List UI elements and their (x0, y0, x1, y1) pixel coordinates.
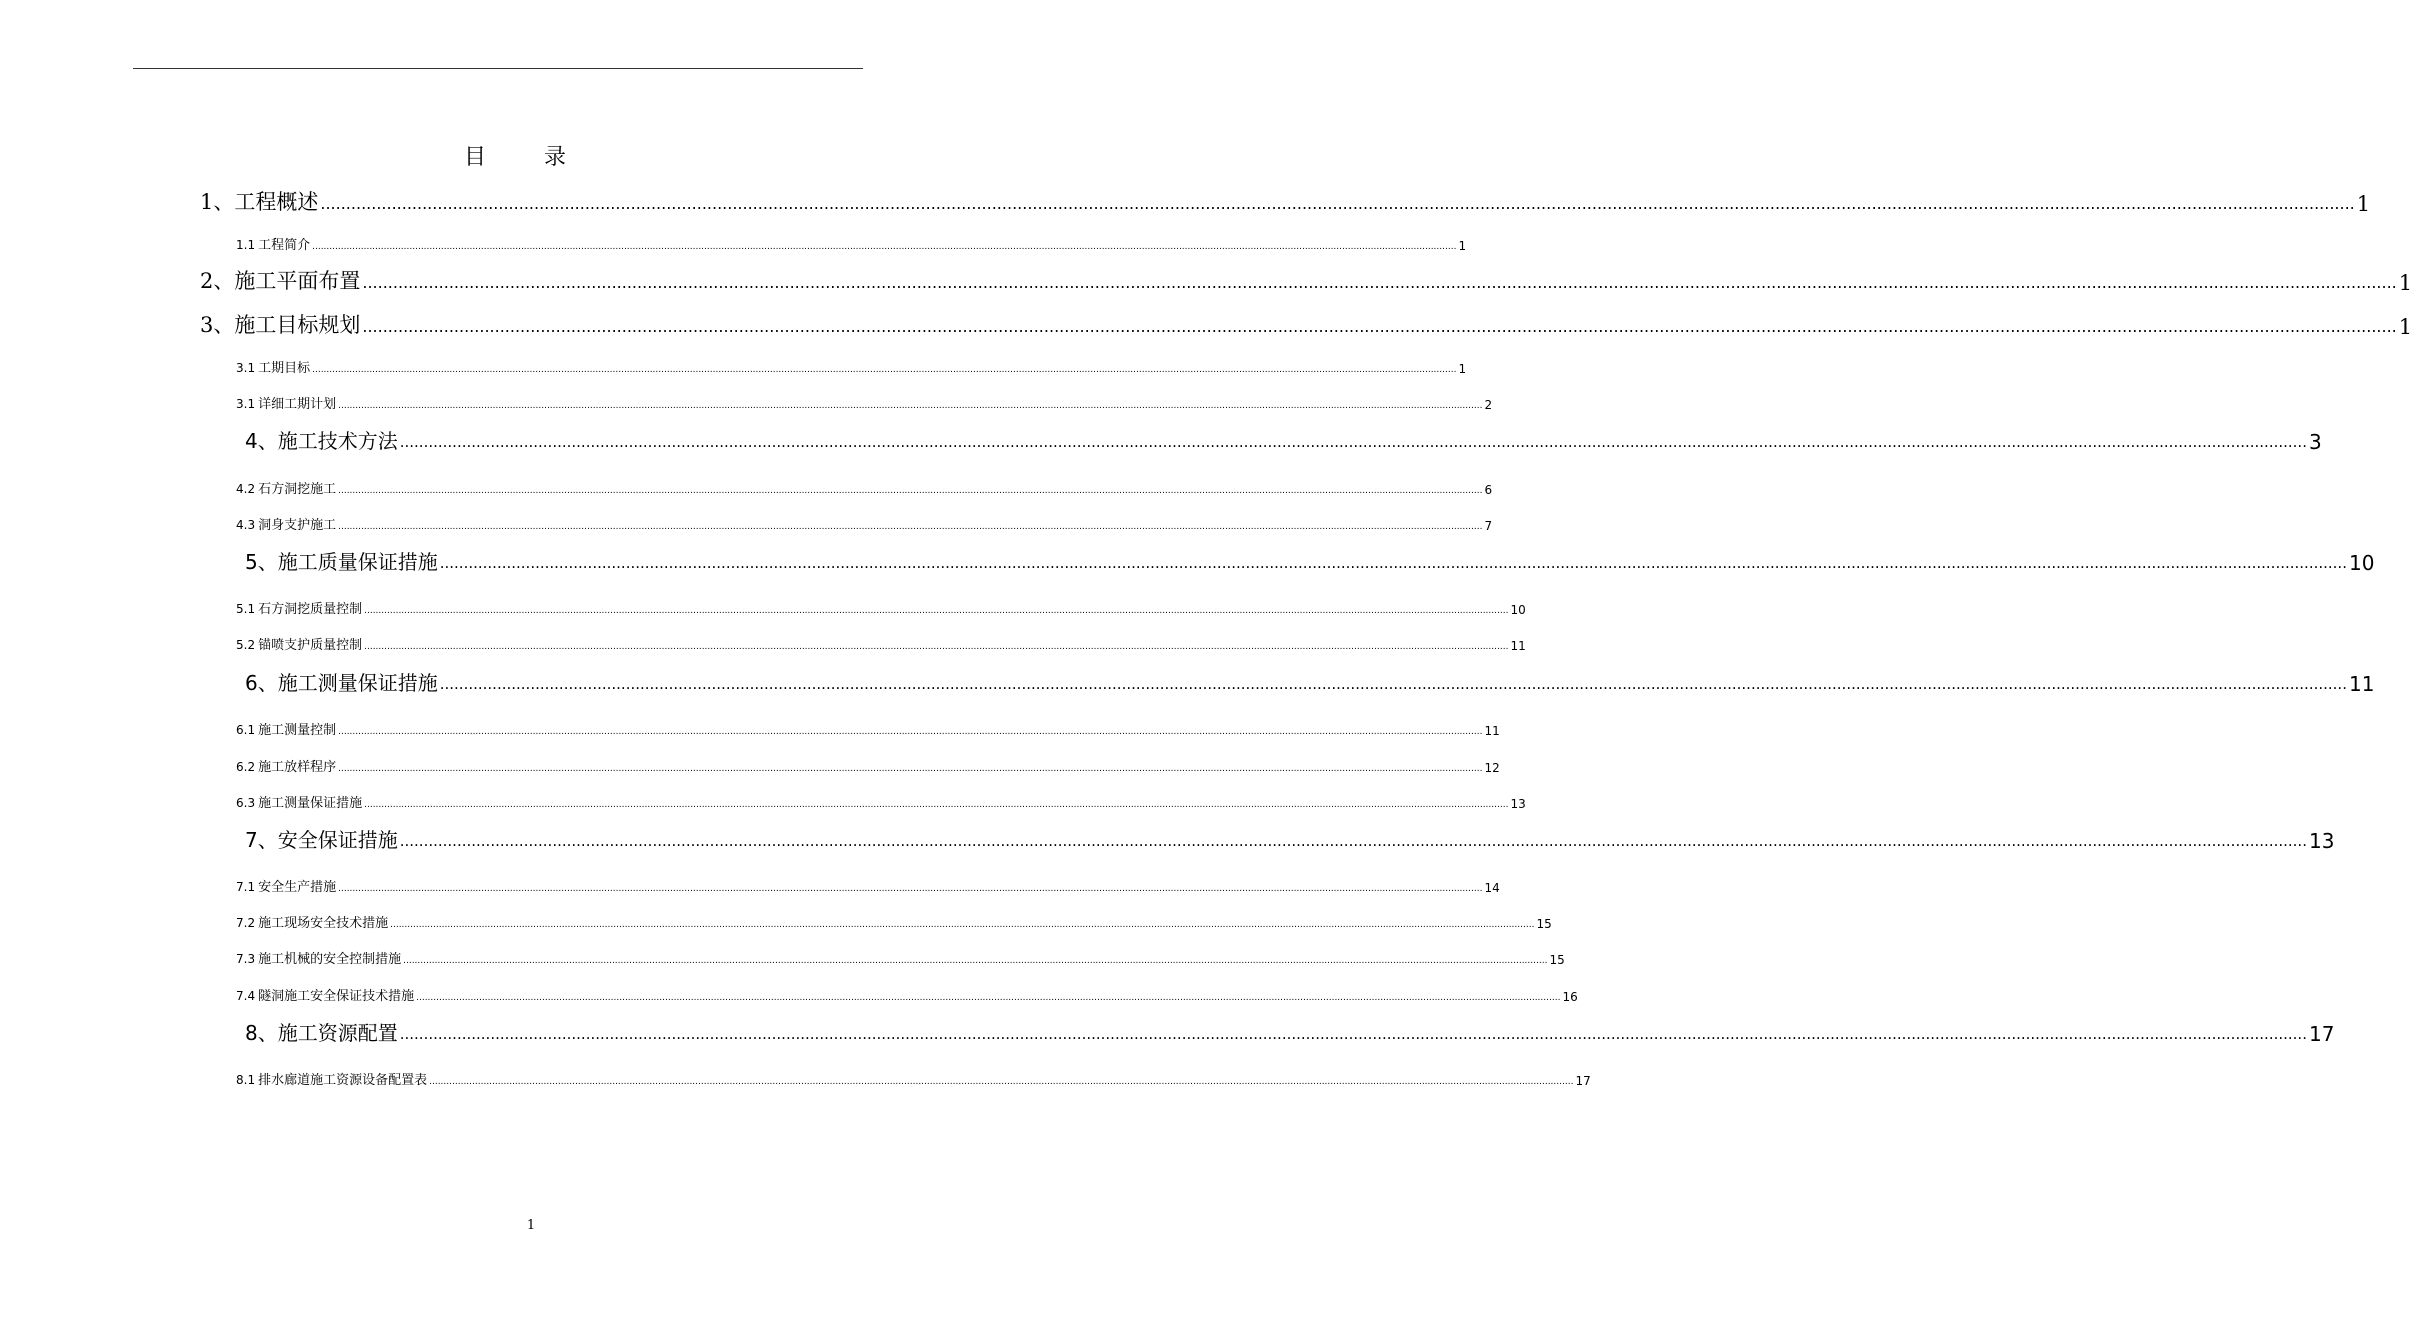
toc-leader: ................................................................................................................................................................................................................................................................................................................................................................................................................ (364, 642, 1509, 652)
toc-leader: ................................................................................................................................................................................................................................................................................................................................................................................................................ (399, 1025, 2307, 1043)
toc-entry-4[interactable] (245, 425, 2322, 454)
toc-text: 施工现场安全技术措施 (258, 916, 389, 931)
toc-page: 10 (1510, 603, 1526, 617)
toc-num: 3、 (200, 313, 235, 337)
toc-leader: ................................................................................................................................................................................................................................................................................................................................................................................................................ (362, 317, 2397, 336)
toc-leader: ................................................................................................................................................................................................................................................................................................................................................................................................................ (320, 194, 2355, 213)
toc-num: 6.3 (236, 796, 256, 810)
toc-page: 1 (1458, 362, 1467, 376)
toc-text: 施工测量控制 (258, 723, 337, 738)
toc-page: 1 (2356, 192, 2371, 216)
toc-entry-4-2[interactable] (236, 478, 1493, 497)
toc-text: 施工技术方法 (277, 429, 398, 453)
toc-entry-1-1[interactable] (236, 234, 1467, 253)
toc-entry-8[interactable] (245, 1017, 2335, 1046)
toc-leader: ................................................................................................................................................................................................................................................................................................................................................................................................................ (312, 242, 1457, 252)
toc-leader: ................................................................................................................................................................................................................................................................................................................................................................................................................ (439, 554, 2347, 572)
toc-entry-1[interactable] (200, 186, 2371, 216)
toc-page: 11 (1484, 724, 1500, 738)
toc-num: 5、 (245, 550, 278, 574)
toc-leader: ................................................................................................................................................................................................................................................................................................................................................................................................................ (364, 606, 1509, 616)
toc-num: 7.2 (236, 916, 256, 930)
toc-num: 1.1 (236, 238, 256, 252)
toc-num: 7.4 (236, 989, 256, 1003)
toc-text: 施工资源配置 (277, 1021, 398, 1045)
toc-page: 11 (1510, 639, 1526, 653)
toc-entry-7-1[interactable] (236, 876, 1500, 895)
toc-num: 5.2 (236, 638, 256, 652)
toc-entry-6-3[interactable] (236, 792, 1526, 811)
toc-num: 1、 (200, 190, 235, 214)
toc-entry-4-3[interactable] (236, 514, 1493, 533)
toc-entry-8-1[interactable] (236, 1069, 1591, 1088)
toc-text: 安全保证措施 (277, 828, 398, 852)
toc-text: 施工放样程序 (258, 760, 337, 775)
toc-text: 施工平面布置 (234, 269, 361, 293)
toc-num: 6.2 (236, 760, 256, 774)
toc-page: 17 (1575, 1074, 1591, 1088)
page-title (0, 140, 1030, 171)
toc-leader: ................................................................................................................................................................................................................................................................................................................................................................................................................ (338, 884, 1483, 894)
toc-leader: ................................................................................................................................................................................................................................................................................................................................................................................................................ (416, 993, 1561, 1003)
toc-page: 2 (1484, 398, 1493, 412)
toc-num: 3.1 (236, 361, 256, 375)
toc-num: 4.2 (236, 482, 256, 496)
header-rule (133, 68, 863, 69)
toc-num: 6.1 (236, 723, 256, 737)
toc-entry-7-3[interactable] (236, 948, 1565, 967)
toc-page: 15 (1536, 917, 1552, 931)
toc-leader: ................................................................................................................................................................................................................................................................................................................................................................................................................ (312, 365, 1457, 375)
toc-entry-3-1b[interactable] (236, 393, 1493, 412)
toc-page: 1 (1458, 239, 1467, 253)
toc-leader: ................................................................................................................................................................................................................................................................................................................................................................................................................ (338, 764, 1483, 774)
toc-page: 17 (2308, 1022, 2335, 1046)
toc-num: 6、 (245, 671, 278, 695)
toc-page: 13 (2308, 829, 2335, 853)
toc-text: 洞身支护施工 (258, 518, 337, 533)
toc-text: 工程简介 (258, 238, 311, 253)
toc-page: 3 (2308, 430, 2322, 454)
toc-num: 8.1 (236, 1073, 256, 1087)
toc-entry-7[interactable] (245, 824, 2335, 853)
toc-num: 4、 (245, 429, 278, 453)
toc-text: 石方洞挖质量控制 (258, 602, 363, 617)
toc-leader: ................................................................................................................................................................................................................................................................................................................................................................................................................ (439, 675, 2347, 693)
toc-leader: ................................................................................................................................................................................................................................................................................................................................................................................................................ (399, 433, 2307, 451)
toc-leader: ................................................................................................................................................................................................................................................................................................................................................................................................................ (338, 401, 1483, 411)
toc-num: 3.1 (236, 397, 256, 411)
toc-text: 安全生产措施 (258, 880, 337, 895)
toc-num: 5.1 (236, 602, 256, 616)
toc-leader: ................................................................................................................................................................................................................................................................................................................................................................................................................ (403, 956, 1548, 966)
page-number: 1 (526, 1218, 536, 1233)
toc-leader: ................................................................................................................................................................................................................................................................................................................................................................................................................ (364, 800, 1509, 810)
toc-page: 13 (1510, 797, 1526, 811)
toc-leader: ................................................................................................................................................................................................................................................................................................................................................................................................................ (338, 486, 1483, 496)
toc-text: 施工机械的安全控制措施 (258, 952, 402, 967)
toc-leader: ................................................................................................................................................................................................................................................................................................................................................................................................................ (429, 1077, 1574, 1087)
toc-leader: ................................................................................................................................................................................................................................................................................................................................................................................................................ (338, 727, 1483, 737)
toc-page: 16 (1562, 990, 1578, 1004)
toc-page: 1 (2398, 271, 2412, 295)
toc-entry-3-1[interactable] (236, 357, 1467, 376)
title-char-2: 录 (544, 145, 567, 170)
toc-num: 7、 (245, 828, 278, 852)
toc-text: 详细工期计划 (258, 397, 337, 412)
toc-num: 7.3 (236, 952, 256, 966)
toc-page: 14 (1484, 881, 1500, 895)
toc-entry-3[interactable] (200, 309, 2412, 339)
toc-text: 隧洞施工安全保证技术措施 (258, 989, 415, 1004)
toc-entry-6[interactable] (245, 667, 2375, 696)
toc-page: 6 (1484, 483, 1493, 497)
toc-entry-6-2[interactable] (236, 756, 1500, 775)
toc-text: 锚喷支护质量控制 (258, 638, 363, 653)
title-char-1: 目 (463, 145, 486, 170)
toc-entry-7-4[interactable] (236, 985, 1578, 1004)
toc-page: 7 (1484, 519, 1493, 533)
toc-text: 石方洞挖施工 (258, 482, 337, 497)
toc-num: 2、 (200, 269, 235, 293)
toc-text: 排水廊道施工资源设备配置表 (258, 1073, 428, 1088)
toc-text: 施工目标规划 (234, 313, 361, 337)
toc-text: 工程概述 (234, 190, 319, 214)
toc-page: 15 (1549, 953, 1565, 967)
toc-entry-5[interactable] (245, 546, 2375, 575)
toc-page: 1 (2398, 315, 2412, 339)
toc-num: 8、 (245, 1021, 278, 1045)
toc-entry-6-1[interactable] (236, 719, 1500, 738)
toc-text: 施工质量保证措施 (277, 550, 438, 574)
toc-text: 施工测量保证措施 (258, 796, 363, 811)
toc-entry-7-2[interactable] (236, 912, 1552, 931)
toc-leader: ................................................................................................................................................................................................................................................................................................................................................................................................................ (338, 522, 1483, 532)
toc-page: 10 (2348, 551, 2375, 575)
toc-leader: ................................................................................................................................................................................................................................................................................................................................................................................................................ (390, 920, 1535, 930)
toc-entry-2[interactable] (200, 265, 2412, 295)
toc-page: 12 (1484, 761, 1500, 775)
toc-text: 工期目标 (258, 361, 311, 376)
toc-entry-5-2[interactable] (236, 634, 1526, 653)
toc-entry-5-1[interactable] (236, 598, 1526, 617)
toc-num: 7.1 (236, 880, 256, 894)
toc-leader: ................................................................................................................................................................................................................................................................................................................................................................................................................ (362, 273, 2397, 292)
toc-text: 施工测量保证措施 (277, 671, 438, 695)
toc-num: 4.3 (236, 518, 256, 532)
toc-leader: ................................................................................................................................................................................................................................................................................................................................................................................................................ (399, 832, 2307, 850)
toc-page: 11 (2348, 672, 2375, 696)
